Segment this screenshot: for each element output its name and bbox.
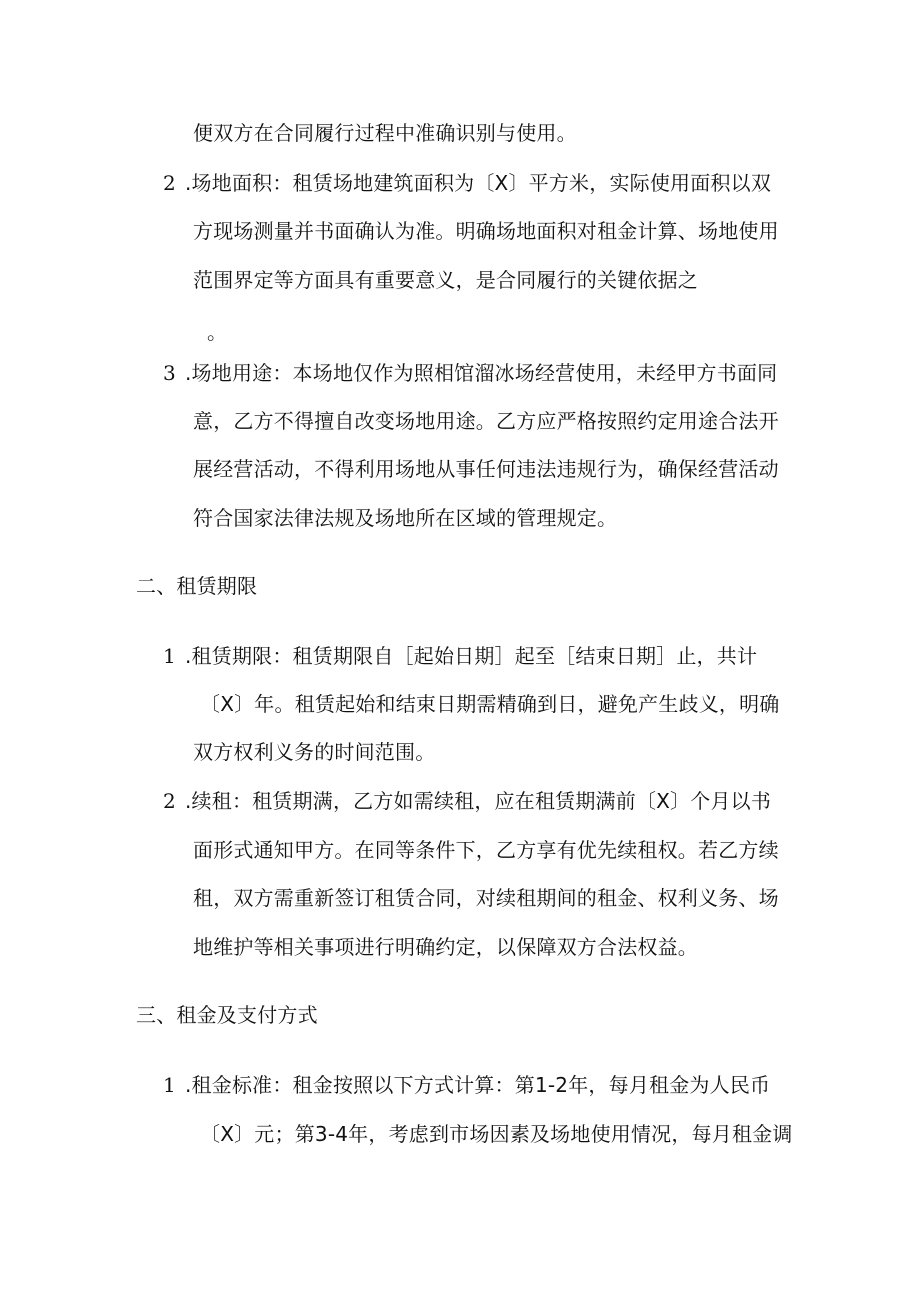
item-line: 〔X〕年。租赁起始和结束日期需精确到日，避免产生歧义，明确 (200, 692, 780, 716)
item-number: 3 (163, 361, 176, 385)
item-line: 范围界定等方面具有重要意义，是合同履行的关键依据之 (193, 268, 698, 292)
item-line: 地维护等相关事项进行明确约定，以保障双方合法权益。 (193, 935, 698, 959)
item-line: 〔X〕元；第3-4年，考虑到市场因素及场地使用情况，每月租金调 (200, 1122, 793, 1146)
section-heading: 二、租赁期限 (136, 574, 258, 598)
item-line: .场地用途：本场地仅作为照相馆溜冰场经营使用，未经甲方书面同 (185, 361, 778, 385)
item-line: .租金标准：租金按照以下方式计算：第1-2年，每月租金为人民币 (185, 1073, 771, 1097)
item-number: 2 (163, 789, 176, 813)
item-line: 面形式通知甲方。在同等条件下，乙方享有优先续租权。若乙方续 (193, 838, 779, 862)
intro-line: 便双方在合同履行过程中准确识别与使用。 (193, 121, 577, 145)
item-number: 1 (163, 644, 176, 668)
item-line: 意，乙方不得擅自改变场地用途。乙方应严格按照约定用途合法开 (193, 409, 779, 433)
item-line: 展经营活动，不得利用场地从事任何违法违规行为，确保经营活动 (193, 457, 779, 481)
item-line: 。 (207, 320, 228, 344)
item-line: 方现场测量并书面确认为准。明确场地面积对租金计算、场地使用 (193, 219, 779, 243)
item-line: .续租：租赁期满，乙方如需续租，应在租赁期满前〔X〕个月以书 (185, 789, 772, 813)
section-heading: 三、租金及支付方式 (136, 1003, 318, 1027)
item-number: 2 (163, 171, 176, 195)
item-line: 符合国家法律法规及场地所在区域的管理规定。 (193, 506, 618, 530)
item-line: 双方权利义务的时间范围。 (193, 740, 436, 764)
item-line: 租，双方需重新签订租赁合同，对续租期间的租金、权利义务、场 (193, 886, 779, 910)
item-line: .租赁期限：租赁期限自［起始日期］起至［结束日期］止，共计 (185, 644, 758, 668)
item-number: 1 (163, 1073, 176, 1097)
item-line: .场地面积：租赁场地建筑面积为〔X〕平方米，实际使用面积以双 (185, 171, 772, 195)
